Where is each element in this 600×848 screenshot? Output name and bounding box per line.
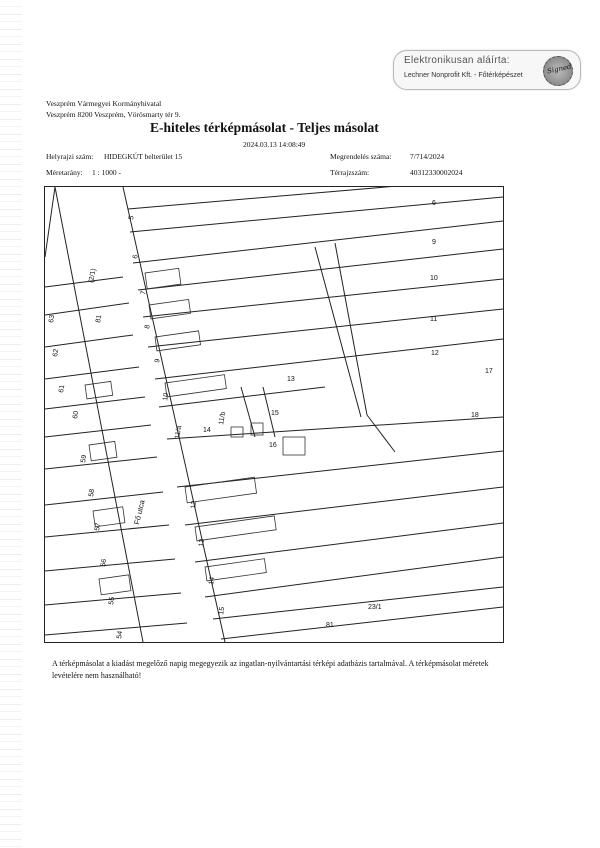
mapno-value: 40312330002024 <box>410 168 463 177</box>
parcel-label: 6 <box>432 200 436 207</box>
parcel-label: 12 <box>431 350 439 357</box>
scale-value: 1 : 1000 - <box>92 168 121 177</box>
seal-icon <box>543 56 573 86</box>
office-name: Veszprém Vármegyei Kormányhivatal <box>46 99 162 108</box>
footer-note: A térképmásolat a kiadást megelőző napig megegyezik az ingatlan-nyilvántartási térképi adatbázis tartalmával. A térképmásolat méretek levételére nem használható! <box>52 659 489 680</box>
parcel-label: 62 <box>52 348 61 358</box>
parcel-label: 17 <box>485 368 493 375</box>
parcel-label: 8 <box>144 324 152 330</box>
street-name: Fő utca <box>132 499 147 526</box>
office-address: Veszprém 8200 Veszprém, Vörösmarty tér 9. <box>46 110 181 119</box>
parcel-label: 13 <box>198 538 207 548</box>
scan-edge <box>0 0 22 848</box>
parcel-label: 59 <box>80 454 89 464</box>
mapno-label: Térrajzszám: <box>330 168 370 177</box>
parcel-label: 81 <box>95 314 104 324</box>
parcel-label: 11/b <box>218 411 228 426</box>
parcel-label: 9 <box>432 239 436 246</box>
order-value: 7/714/2024 <box>410 152 445 161</box>
parcel-label: 10 <box>430 275 438 282</box>
parcel-label: 16 <box>269 442 277 449</box>
parcel-label: 14 <box>203 427 211 434</box>
parcel-label: 23/1 <box>368 604 382 611</box>
parcel-label: 15 <box>271 410 279 417</box>
parcel-label: 11 <box>430 316 438 323</box>
order-label: Megrendelés száma: <box>330 152 392 161</box>
parcel-label: 55 <box>108 596 117 606</box>
map-drawing <box>45 187 503 642</box>
signature-title: Elektronikusan aláírta: <box>404 55 510 66</box>
parcel-label: 58 <box>88 488 97 498</box>
document-title: E-hiteles térképmásolat - Teljes másolat <box>150 120 379 135</box>
parcel-label: 57 <box>94 522 103 532</box>
parcel-label: 9 <box>154 358 162 364</box>
e-signature-stamp <box>393 50 581 90</box>
parcel-label: 10 <box>162 392 171 402</box>
parcel-label: 14 <box>208 576 217 586</box>
parcel-label: 56 <box>100 558 109 568</box>
building-outlines <box>85 268 305 595</box>
parcel-label: 81 <box>326 622 334 629</box>
parcel-label: 18 <box>471 412 479 419</box>
signature-signer: Lechner Nonprofit Kft. - Főtérképészet <box>404 72 523 79</box>
parcel-label: 5 <box>128 215 136 221</box>
parcel-label: 60 <box>72 410 81 420</box>
parcel-label: 12 <box>190 500 199 510</box>
seal-text: Signed <box>546 62 573 76</box>
hrsz-label: Helyrajzi szám: <box>46 152 94 161</box>
hrsz-value: HIDEGKÚT belterület 15 <box>104 152 183 161</box>
parcel-label: 11/a <box>174 425 184 440</box>
parcel-label: 63 <box>48 314 57 324</box>
parcel-label: 7 <box>140 290 148 296</box>
parcel-label: 61 <box>58 384 67 394</box>
parcel-label: (2/1) <box>88 267 98 284</box>
document-datetime: 2024.03.13 14:08:49 <box>243 140 306 149</box>
parcel-label: 54 <box>116 630 125 640</box>
parcel-label: 15 <box>218 606 227 616</box>
scale-label: Méretarány: <box>46 168 83 177</box>
parcel-label: 6 <box>132 254 140 260</box>
cadastral-map <box>44 186 504 643</box>
parcel-label: 13 <box>287 376 295 383</box>
